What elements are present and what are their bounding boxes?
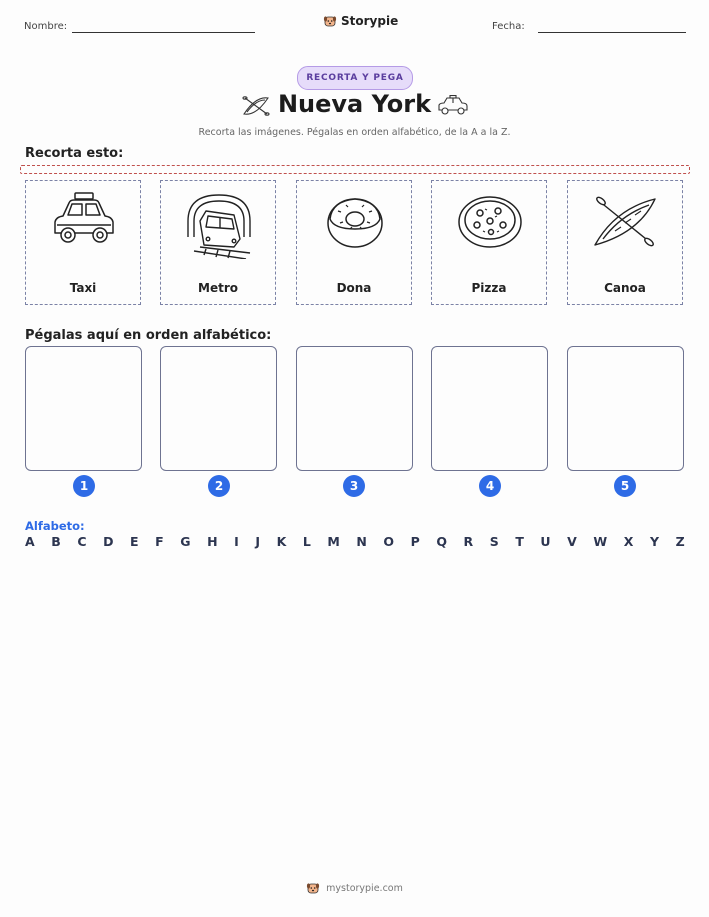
alphabet-letter: J	[255, 534, 260, 549]
alphabet-letter: Z	[675, 534, 685, 549]
cut-card-pizza[interactable]	[431, 180, 547, 305]
page-title: Nueva York	[277, 90, 432, 118]
pizza-icon	[455, 189, 525, 253]
slot-number: 4	[479, 475, 501, 497]
footer	[0, 881, 709, 895]
card-label: Canoa	[604, 281, 646, 295]
alphabet-letter: I	[234, 534, 239, 549]
subway-train-icon	[184, 189, 254, 259]
card-label: Dona	[336, 281, 372, 295]
alphabet-letter: E	[130, 534, 139, 549]
dog-mascot-icon	[306, 881, 320, 895]
alphabet-letter: W	[593, 534, 608, 549]
alphabet-letter: N	[356, 534, 367, 549]
card-label: Metro	[198, 281, 238, 295]
date-label: Fecha:	[492, 21, 525, 32]
alphabet-letter: F	[155, 534, 164, 549]
alphabet-letter: L	[302, 534, 311, 549]
alphabet-letter: H	[207, 534, 218, 549]
paste-section-label: Pégalas aquí en orden alfabético:	[25, 328, 272, 343]
activity-badge: RECORTA Y PEGA	[297, 66, 413, 90]
card-label: Taxi	[69, 281, 97, 295]
card-label: Pizza	[471, 281, 507, 295]
paste-box-3[interactable]	[296, 346, 413, 471]
alphabet-letter: K	[276, 534, 287, 549]
slot-number: 2	[208, 475, 230, 497]
paste-box-4[interactable]	[431, 346, 548, 471]
slot-number: 5	[614, 475, 636, 497]
donut-icon	[320, 189, 390, 253]
dog-mascot-icon	[323, 14, 337, 28]
slot-number: 1	[73, 475, 95, 497]
footer-site: mystorypie.com	[326, 882, 403, 894]
brand-logo	[323, 14, 398, 28]
alphabet-letter: P	[410, 534, 420, 549]
slot-number: 3	[343, 475, 365, 497]
alphabet-label: Alfabeto:	[25, 519, 85, 533]
date-line[interactable]	[538, 32, 686, 33]
taxi-decoration-icon	[436, 95, 470, 117]
taxi-icon	[49, 189, 119, 253]
alphabet-letter: M	[327, 534, 340, 549]
alphabet-letter: X	[623, 534, 634, 549]
alphabet-letter: R	[463, 534, 474, 549]
paste-box-1[interactable]	[25, 346, 142, 471]
alphabet-letter: G	[180, 534, 191, 549]
alphabet-letter: O	[383, 534, 395, 549]
name-label: Nombre:	[24, 21, 68, 32]
alphabet-letter: B	[51, 534, 61, 549]
alphabet-letter: A	[25, 534, 35, 549]
alphabet-letter: V	[567, 534, 577, 549]
cut-card-dona[interactable]	[296, 180, 412, 305]
alphabet-letter: S	[489, 534, 499, 549]
name-line[interactable]	[72, 32, 255, 33]
cut-line	[20, 165, 690, 174]
brand-name: Storypie	[341, 14, 399, 28]
alphabet-letter: D	[103, 534, 114, 549]
alphabet-letter: U	[540, 534, 551, 549]
alphabet-letter: C	[77, 534, 87, 549]
cut-card-metro[interactable]	[160, 180, 276, 305]
alphabet-letter: T	[515, 534, 524, 549]
cut-card-taxi[interactable]	[25, 180, 141, 305]
alphabet-letter: Q	[436, 534, 447, 549]
canoe-icon	[591, 189, 661, 253]
paste-box-5[interactable]	[567, 346, 684, 471]
cut-card-canoa[interactable]	[567, 180, 683, 305]
instructions: Recorta las imágenes. Pégalas en orden alfabético, de la A a la Z.	[198, 127, 511, 138]
alphabet-letters	[25, 534, 685, 549]
cut-section-label: Recorta esto:	[25, 146, 124, 161]
alphabet-letter: Y	[649, 534, 659, 549]
paste-box-2[interactable]	[160, 346, 277, 471]
